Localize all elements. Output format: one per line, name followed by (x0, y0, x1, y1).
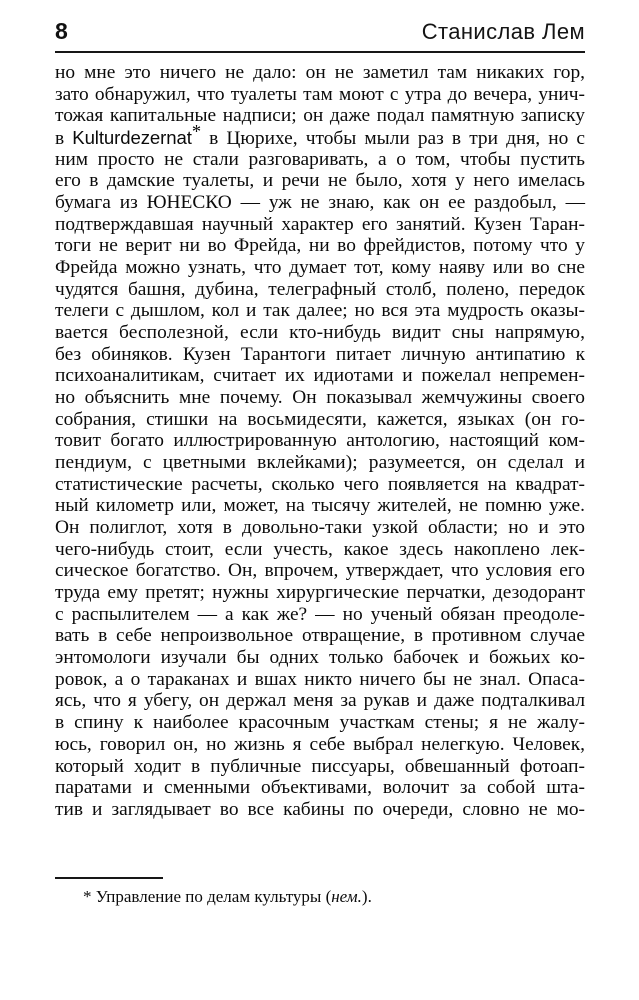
text-line: в спину к наиболее красочным участкам стены; я не жалу- (55, 712, 585, 734)
text-line: тив и заглядывает во все кабины по очереди, словно не мо- (55, 798, 585, 820)
running-head (55, 18, 585, 45)
text-line: товит богато иллюстрированную антологию, настоящий ком- (55, 430, 585, 452)
text-line: ним просто не стали разговаривать, а о том, чтобы пустить (55, 148, 585, 170)
text-line: паратами и сменными объективами, волочит за собой шта- (55, 777, 586, 799)
footnote-marker: * (83, 887, 92, 906)
text-line: сическое богатство. Он, впрочем, утверждает, что условия его (55, 560, 585, 582)
text-line: подтверждавшая научный характер его занятий. Кузен Таран- (55, 213, 585, 235)
foreign-term: Kulturdezernat (72, 127, 192, 149)
text-line: психоаналитикам, считает их идиотами и пожелал непремен- (55, 365, 585, 387)
text-line: чудятся башня, дубина, телеграфный столб, полено, передок (55, 278, 585, 300)
footnote-language-abbrev: нем. (331, 887, 362, 906)
text-line: собрания, стишки на восьмидесяти, кажется, языках (он го- (55, 408, 585, 430)
text-line: вается бесполезной, если кто-нибудь видит сны напрямую, (55, 322, 586, 344)
text-line: но объяснить мне почему. Он показывал жемчужины своего (55, 387, 585, 409)
text-line: тожая капитальные надписи; он даже подал памятную записку (55, 105, 585, 127)
text-line: труда ему претят; нужны хирургические перчатки, дезодорант (55, 582, 585, 604)
text-line: его в дамские туалеты, и речи не было, хотя у него имелась (55, 170, 585, 192)
footnote (55, 886, 585, 908)
footnote-text-after: ). (361, 887, 372, 906)
text-line: но мне это ничего не дало: он не заметил там никаких гор, (55, 62, 585, 83)
text-line: в Kulturdezernat* в Цюрихе, чтобы мыли раз в три дня, но с (55, 121, 585, 150)
text-line: ясь, что я убегу, он держал меня за рукав и даже подталкивал (55, 690, 585, 712)
body-text (55, 62, 585, 821)
footnote-separator-rule (55, 877, 163, 879)
text-line: ный километр или, может, на тысячу жителей, не помню уже. (55, 495, 585, 517)
text-line: тоги не верит ни во Фрейда, ни во фрейдистов, потому что у (55, 235, 585, 257)
footnote-reference-marker: * (191, 121, 202, 142)
text-line: Фрейда можно узнать, что думает тот, кому наяву или во сне (55, 257, 585, 279)
text-line: вать в себе непроизвольное отвращение, в противном случае (55, 625, 585, 647)
text-line: Он полиглот, хотя в довольно-таки узкой области; но и это (55, 517, 585, 539)
page-number: 8 (55, 18, 68, 44)
header-rule (55, 51, 585, 53)
running-title: Станислав Лем (421, 19, 585, 44)
text-line: с распылителем — а как же? — но ученый обязан преодоле- (55, 603, 585, 625)
text-line: зато обнаружил, что туалеты там моют с утра до вечера, унич- (55, 83, 585, 105)
text-line: бумага из ЮНЕСКО — уж не знаю, как он ее раздобыл, — (55, 192, 585, 214)
text-line: чего-нибудь стоит, если учесть, какое здесь накоплено лек- (55, 538, 585, 560)
text-line: пендиум, с цветными вклейками); разумеется, он сделал и (55, 452, 586, 474)
footnote-text-before: Управление по делам культуры ( (91, 887, 332, 906)
text-line: без обиняков. Кузен Тарантоги питает личную антипатию к (55, 343, 585, 365)
text-line: статистические расчеты, сколько чего появляется на квадрат- (55, 473, 585, 495)
text-line: энтомологи изучали бы одних только бабочек и божьих ко- (55, 647, 585, 669)
text-line: юсь, говорил он, но жизнь я себе выбрал нелегкую. Человек, (55, 733, 585, 755)
text-line: телеги с дышлом, кол и так далее; но вся эта мудрость оказы- (55, 300, 585, 322)
text-line: ровок, а о тараканах и вшах никто ничего бы не знал. Опаса- (55, 668, 585, 690)
text-line: который ходит в публичные писсуары, обвешанный фотоап- (55, 755, 585, 777)
